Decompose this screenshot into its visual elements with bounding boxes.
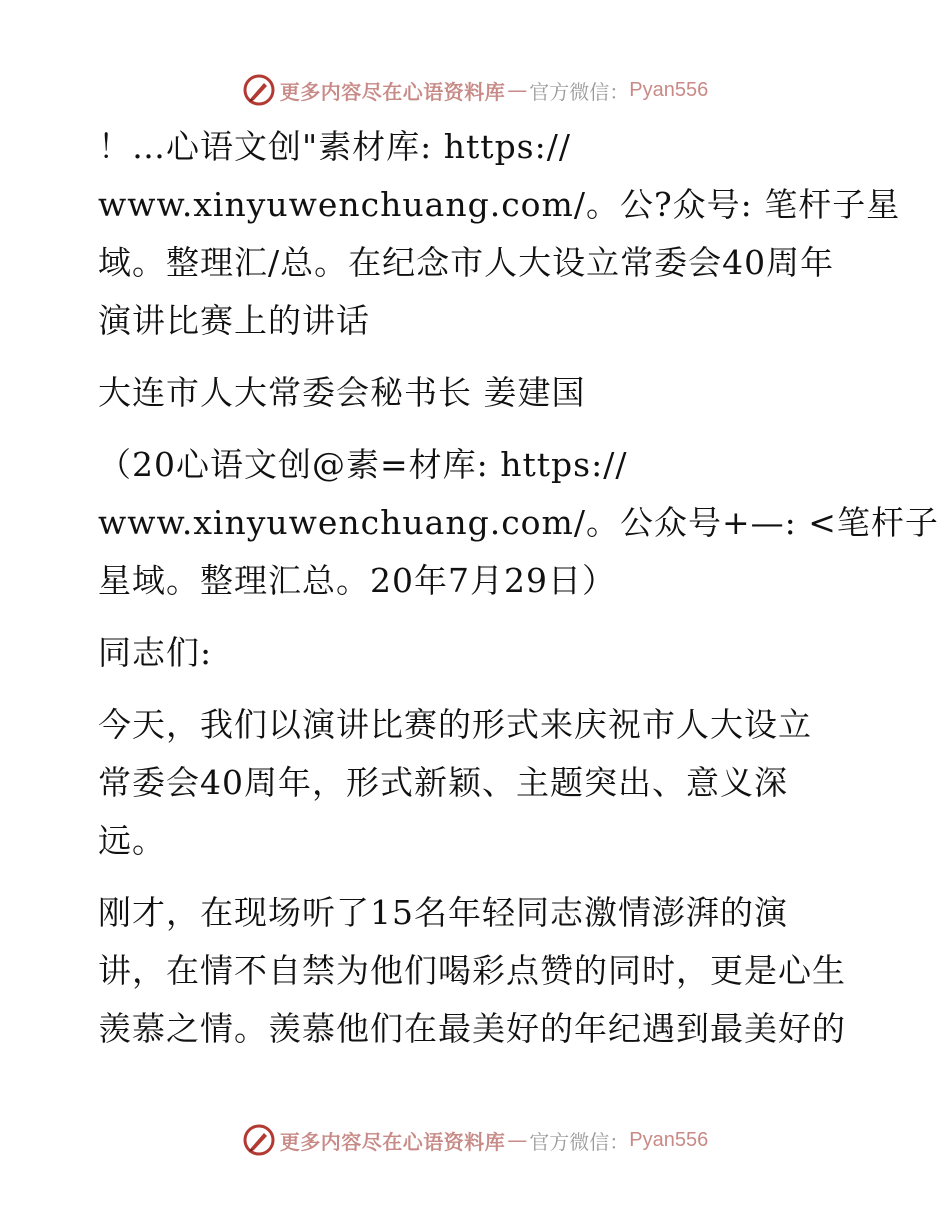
- paragraph-salutation: [98, 624, 858, 682]
- text-line: 远。: [98, 821, 166, 860]
- text-line: 同志们:: [98, 633, 213, 672]
- text-line: 今天，我们以演讲比赛的形式来庆祝市人大设立: [98, 705, 812, 744]
- header-banner: [0, 70, 950, 110]
- text-line: www.xinyuwenchuang.com/。公?众号: 笔杆子星: [98, 185, 901, 224]
- paragraph-just-now: [98, 884, 858, 1058]
- text-line: www.xinyuwenchuang.com/。公众号+—: <笔杆子: [98, 503, 939, 542]
- document-body: [98, 118, 939, 1072]
- paragraph-intro: [98, 118, 901, 350]
- text-line: 讲，在情不自禁为他们喝彩点赞的同时，更是心生: [98, 951, 846, 990]
- text-line: 常委会40周年，形式新颖、主题突出、意义深: [98, 763, 788, 802]
- pen-logo-icon: [242, 73, 276, 107]
- text-line: （20心语文创@素=材库: https://: [98, 445, 628, 484]
- text-line: 刚才，在现场听了15名年轻同志激情澎湃的演: [98, 893, 788, 932]
- paragraph-source: [98, 436, 939, 610]
- paragraph-today: [98, 696, 858, 870]
- banner-site-name: 更多内容尽在心语资料库: [279, 1129, 506, 1154]
- text-line: 域。整理汇/总。在纪念市人大设立常委会40周年: [98, 243, 835, 282]
- text-line: 羡慕之情。羡慕他们在最美好的年纪遇到最美好的: [98, 1009, 846, 1048]
- banner-dash: —: [507, 78, 528, 102]
- banner-wechat-label: 官方微信：: [529, 1129, 630, 1154]
- text-line: 大连市人大常委会秘书长 姜建国: [98, 373, 586, 412]
- text-line: 演讲比赛上的讲话: [98, 301, 370, 340]
- banner-wechat-id: Pyan556: [629, 1128, 709, 1151]
- text-line: ！…心语文创"素材库: https://: [98, 127, 571, 166]
- banner-wechat-id: Pyan556: [629, 78, 709, 101]
- banner-dash: —: [507, 1128, 528, 1152]
- banner-site-name: 更多内容尽在心语资料库: [279, 79, 506, 104]
- banner-wechat-label: 官方微信：: [529, 79, 630, 104]
- footer-banner: [0, 1120, 950, 1160]
- pen-logo-icon: [242, 1123, 276, 1157]
- paragraph-author: [98, 364, 858, 422]
- text-line: 星域。整理汇总。20年7月29日）: [98, 561, 616, 600]
